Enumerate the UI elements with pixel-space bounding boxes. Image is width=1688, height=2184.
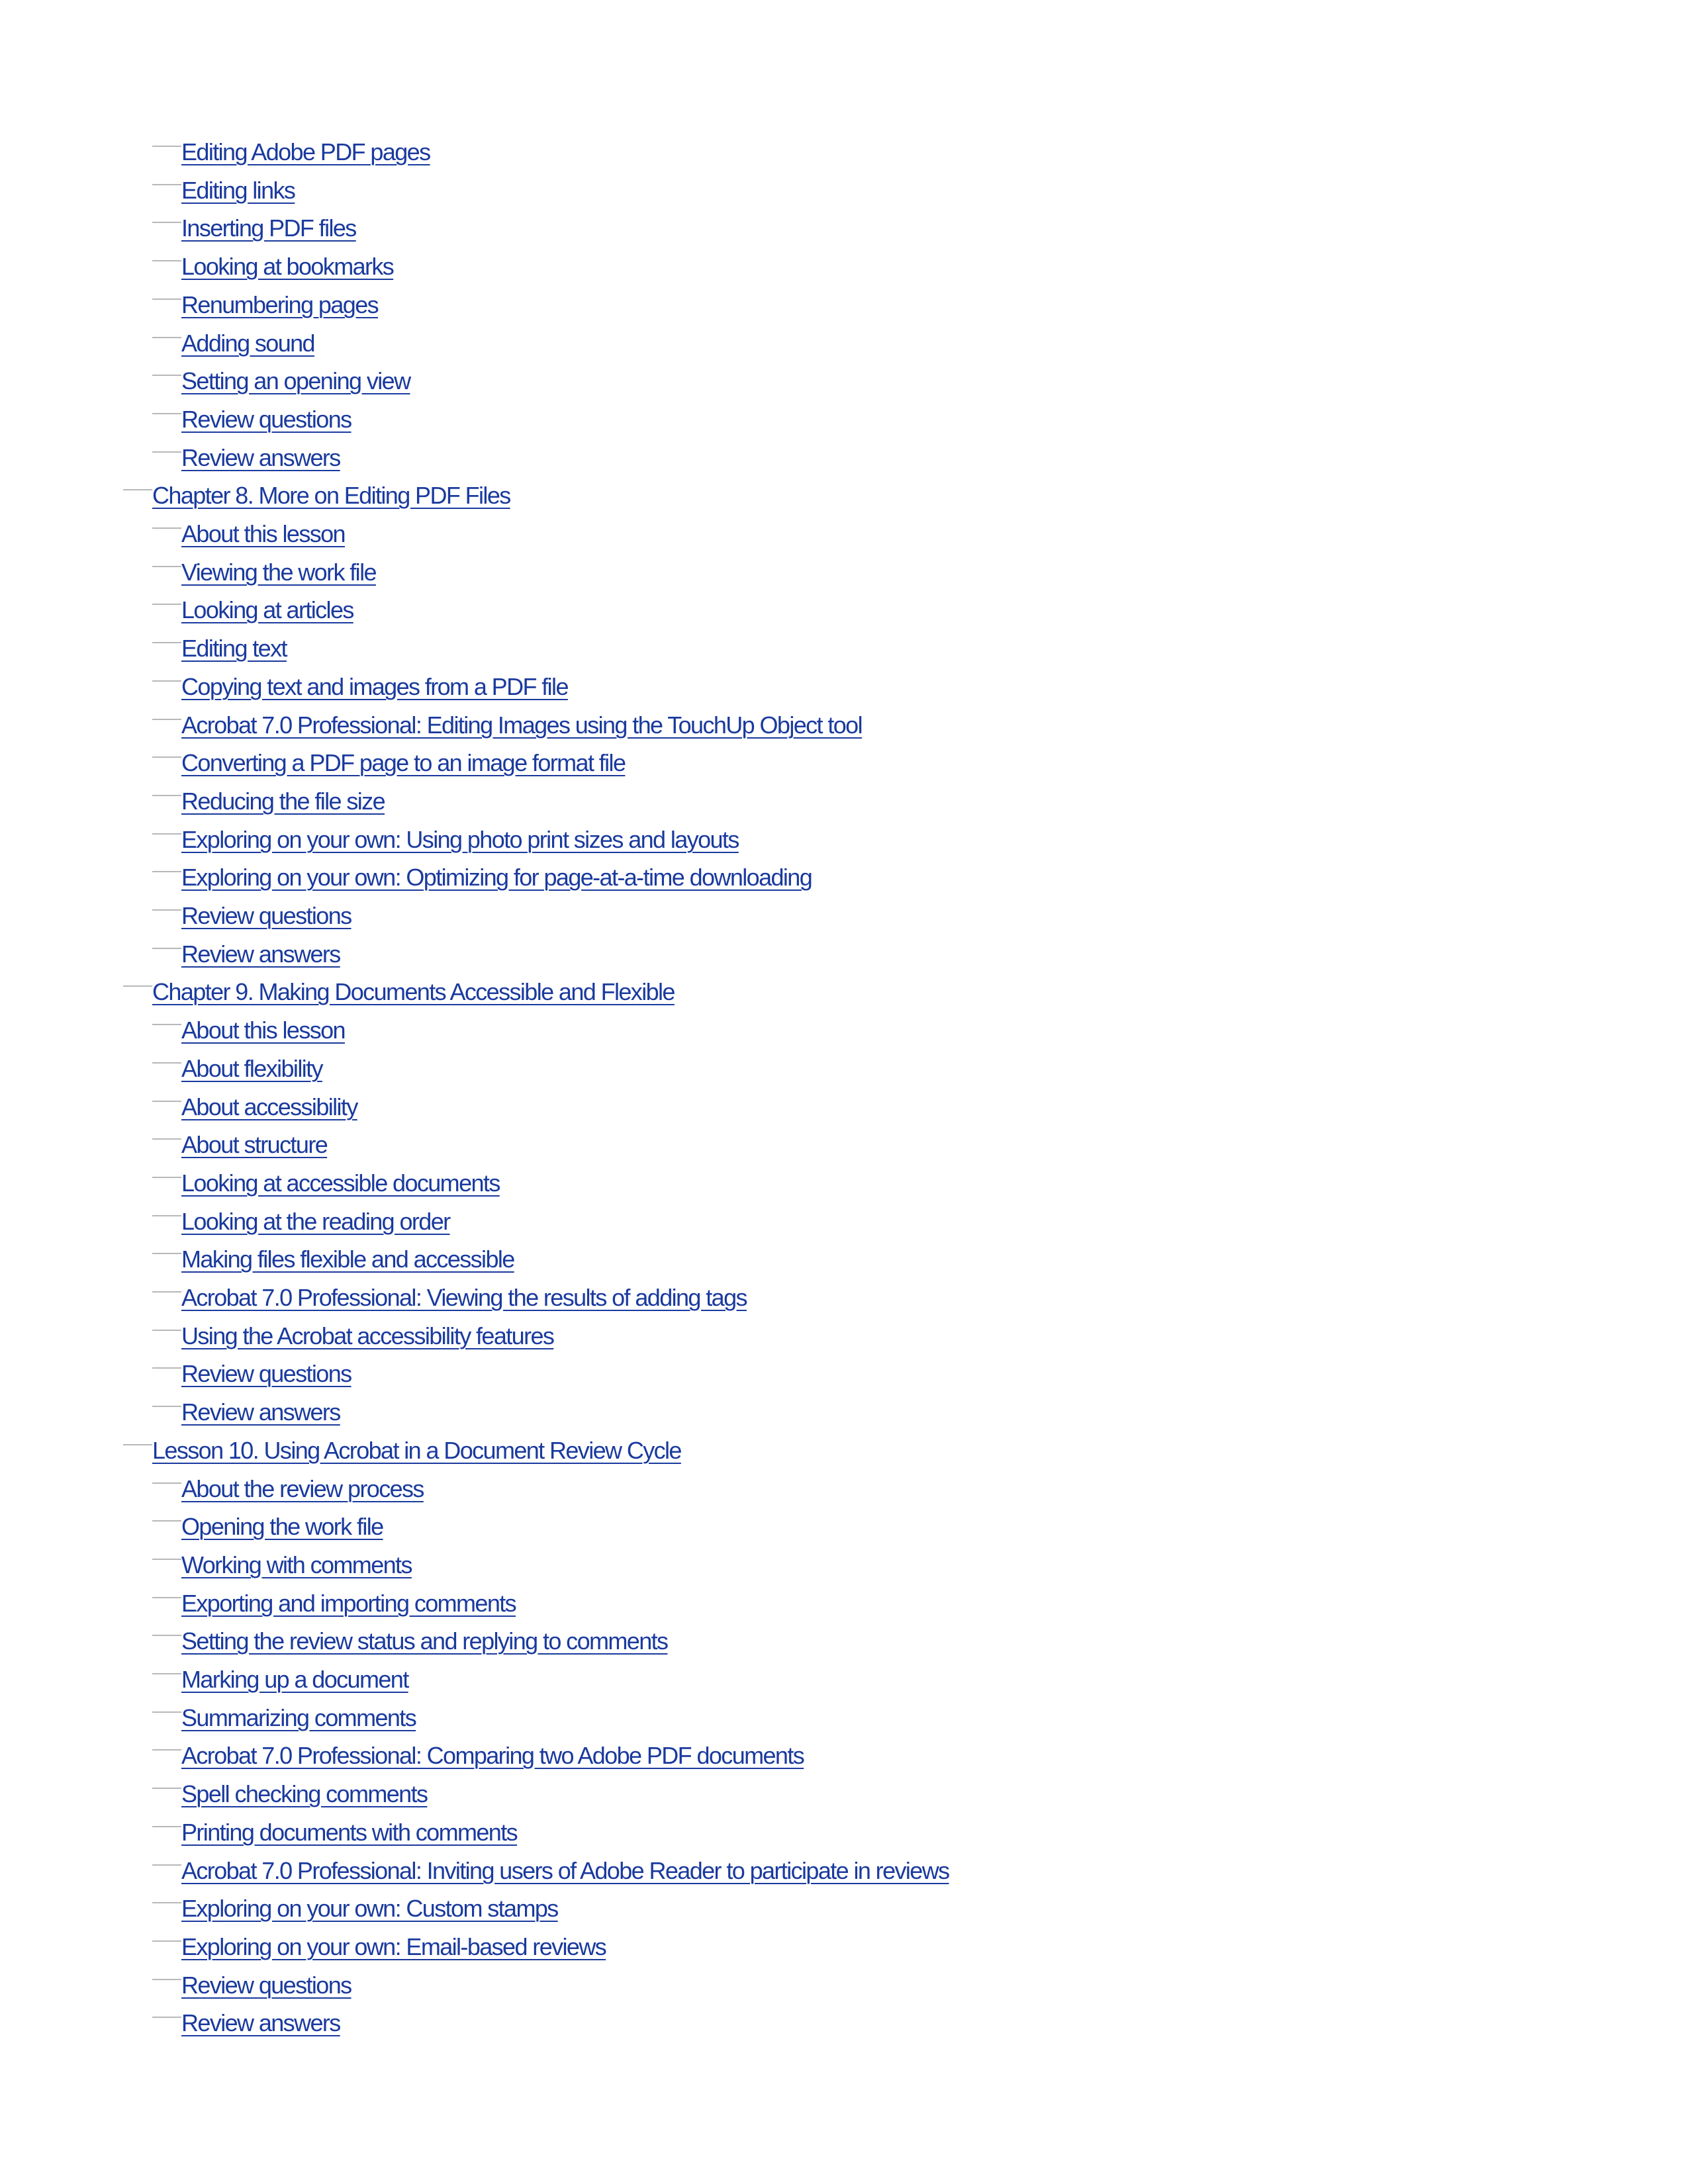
toc-section-entry	[152, 1054, 322, 1093]
toc-section-entry	[152, 901, 352, 940]
tree-connector-line	[152, 909, 181, 911]
toc-section-entry	[152, 1169, 500, 1207]
toc-section-link[interactable]: About this lesson	[181, 1017, 345, 1044]
tree-connector-line	[152, 1024, 181, 1025]
toc-section-link[interactable]: Exploring on your own: Optimizing for page-at-a-time downloading	[181, 864, 812, 891]
toc-section-entry	[152, 863, 812, 901]
tree-connector-line	[152, 604, 181, 605]
toc-section-link[interactable]: Marking up a document	[181, 1666, 408, 1693]
tree-connector-line	[152, 680, 181, 682]
toc-section-link[interactable]: Setting the review status and replying to comments	[181, 1627, 668, 1655]
toc-section-entry	[152, 1933, 606, 1971]
toc-section-link[interactable]: Review questions	[181, 902, 352, 929]
toc-section-link[interactable]: About accessibility	[181, 1093, 357, 1120]
tree-connector-line	[152, 451, 181, 453]
toc-section-entry	[152, 1359, 352, 1398]
tree-connector-line	[152, 642, 181, 643]
tree-connector-line	[152, 1177, 181, 1178]
toc-section-entry	[152, 329, 314, 367]
toc-section-link[interactable]: Adding sound	[181, 330, 314, 357]
tree-connector-line	[152, 1138, 181, 1140]
toc-section-entry	[152, 1971, 352, 2009]
tree-connector-line	[152, 222, 181, 223]
toc-section-entry	[152, 1093, 357, 1131]
toc-section-entry	[152, 672, 568, 711]
toc-section-entry	[152, 1245, 514, 1283]
tree-connector-line	[152, 1559, 181, 1560]
tree-connector-line	[152, 1482, 181, 1484]
toc-section-entry	[152, 138, 430, 176]
toc-section-link[interactable]: About structure	[181, 1131, 328, 1158]
tree-connector-line	[152, 1215, 181, 1216]
toc-section-entry	[152, 214, 356, 252]
toc-section-link[interactable]: Looking at bookmarks	[181, 253, 394, 280]
tree-connector-line	[152, 1940, 181, 1942]
toc-section-link[interactable]: Review questions	[181, 1360, 352, 1387]
tree-connector-line	[152, 146, 181, 147]
toc-section-link[interactable]: Reducing the file size	[181, 788, 385, 815]
toc-section-entry	[152, 176, 295, 214]
tree-connector-line	[152, 1979, 181, 1980]
tree-connector-line	[123, 1444, 152, 1445]
toc-section-link[interactable]: Review answers	[181, 1398, 340, 1426]
toc-section-link[interactable]: Inserting PDF files	[181, 214, 356, 242]
toc-section-link[interactable]: Making files flexible and accessible	[181, 1246, 514, 1273]
toc-section-link[interactable]: Spell checking comments	[181, 1780, 428, 1807]
toc-section-link[interactable]: Working with comments	[181, 1551, 412, 1578]
toc-chapter-entry	[123, 481, 510, 520]
toc-section-entry	[152, 1283, 747, 1322]
tree-connector-line	[152, 1253, 181, 1254]
toc-section-link[interactable]: Exporting and importing comments	[181, 1590, 516, 1617]
tree-connector-line	[152, 833, 181, 835]
tree-connector-line	[152, 1673, 181, 1674]
toc-section-entry	[152, 787, 385, 825]
toc-section-entry	[152, 1894, 558, 1933]
tree-connector-line	[152, 1367, 181, 1369]
tree-connector-line	[152, 375, 181, 376]
tree-connector-line	[152, 1749, 181, 1751]
toc-section-link[interactable]: Exploring on your own: Email-based reviews	[181, 1933, 606, 1960]
toc-section-entry	[152, 1322, 553, 1360]
toc-section-entry	[152, 634, 287, 672]
toc-section-entry	[152, 1475, 424, 1513]
toc-section-entry	[152, 1589, 516, 1627]
toc-section-link[interactable]: Review questions	[181, 1972, 352, 1999]
toc-section-link[interactable]: Opening the work file	[181, 1513, 383, 1540]
toc-section-entry	[152, 520, 345, 558]
toc-section-link[interactable]: Copying text and images from a PDF file	[181, 673, 568, 700]
tree-connector-line	[152, 1826, 181, 1827]
tree-connector-line	[152, 2017, 181, 2018]
toc-section-link[interactable]: About flexibility	[181, 1055, 322, 1082]
toc-section-entry	[152, 596, 353, 634]
toc-section-link[interactable]: Editing Adobe PDF pages	[181, 138, 430, 165]
toc-section-link[interactable]: Printing documents with comments	[181, 1819, 518, 1846]
toc-section-link[interactable]: Summarizing comments	[181, 1704, 416, 1731]
toc-section-link[interactable]: Acrobat 7.0 Professional: Viewing the results of adding tags	[181, 1284, 747, 1311]
toc-section-entry	[152, 1741, 804, 1780]
tree-connector-line	[152, 1635, 181, 1636]
toc-section-entry	[152, 711, 862, 749]
tree-connector-line	[152, 1291, 181, 1293]
toc-section-entry	[152, 749, 625, 787]
toc-section-entry	[152, 1627, 667, 1665]
toc-section-link[interactable]: Using the Acrobat accessibility features	[181, 1322, 554, 1349]
toc-section-entry	[152, 1551, 412, 1589]
toc-section-entry	[152, 1016, 345, 1054]
toc-section-entry	[152, 825, 739, 864]
tree-connector-line	[152, 566, 181, 567]
tree-connector-line	[152, 948, 181, 949]
toc-section-link[interactable]: Looking at the reading order	[181, 1208, 450, 1235]
tree-connector-line	[152, 1902, 181, 1903]
tree-connector-line	[152, 184, 181, 185]
toc-section-link[interactable]: Acrobat 7.0 Professional: Inviting users of Adobe Reader to participate in reviews	[181, 1857, 949, 1884]
toc-section-link[interactable]: About this lesson	[181, 520, 345, 547]
tree-connector-line	[152, 1330, 181, 1331]
toc-section-link[interactable]: Acrobat 7.0 Professional: Comparing two Adobe PDF documents	[181, 1742, 804, 1769]
toc-section-entry	[152, 940, 340, 978]
tree-connector-line	[152, 527, 181, 529]
toc-section-link[interactable]: Review answers	[181, 444, 340, 471]
toc-section-entry	[152, 291, 378, 329]
tree-connector-line	[152, 795, 181, 796]
toc-chapter-link[interactable]: Chapter 8. More on Editing PDF Files	[152, 482, 510, 509]
toc-chapter-entry	[123, 1436, 681, 1475]
tree-connector-line	[152, 260, 181, 261]
toc-section-link[interactable]: Viewing the work file	[181, 559, 376, 586]
tree-connector-line	[152, 1406, 181, 1407]
tree-connector-line	[152, 1101, 181, 1102]
toc-section-link[interactable]: About the review process	[181, 1475, 424, 1502]
toc-section-link[interactable]: Setting an opening view	[181, 367, 410, 394]
toc-section-entry	[152, 443, 340, 482]
toc-section-link[interactable]: Looking at accessible documents	[181, 1169, 500, 1197]
tree-connector-line	[152, 1788, 181, 1789]
tree-connector-line	[152, 1711, 181, 1713]
toc-section-link[interactable]: Review answers	[181, 940, 340, 968]
toc-section-entry	[152, 1207, 450, 1246]
tree-connector-line	[123, 985, 152, 987]
toc-section-entry	[152, 1780, 427, 1818]
tree-connector-line	[152, 871, 181, 872]
toc-section-entry	[152, 1398, 340, 1436]
toc-section-entry	[152, 1130, 327, 1169]
toc-section-link[interactable]: Exploring on your own: Custom stamps	[181, 1895, 558, 1922]
toc-section-entry	[152, 558, 376, 596]
tree-connector-line	[123, 489, 152, 490]
toc-chapter-link[interactable]: Chapter 9. Making Documents Accessible and Flexible	[152, 978, 675, 1005]
toc-section-entry	[152, 1512, 383, 1551]
toc-section-entry	[152, 405, 352, 443]
toc-section-link[interactable]: Review questions	[181, 406, 352, 433]
toc-section-link[interactable]: Editing text	[181, 635, 287, 662]
tree-connector-line	[152, 337, 181, 338]
tree-connector-line	[152, 1520, 181, 1522]
tree-connector-line	[152, 756, 181, 758]
tree-connector-line	[152, 1597, 181, 1598]
toc-section-entry	[152, 252, 393, 291]
tree-connector-line	[152, 298, 181, 300]
tree-connector-line	[152, 719, 181, 720]
toc-section-link[interactable]: Review answers	[181, 2009, 340, 2036]
toc-section-entry	[152, 1665, 408, 1704]
toc-section-entry	[152, 1704, 416, 1742]
toc-section-link[interactable]: Looking at articles	[181, 596, 353, 623]
toc-chapter-link[interactable]: Lesson 10. Using Acrobat in a Document Review Cycle	[152, 1437, 681, 1464]
tree-connector-line	[152, 1062, 181, 1064]
toc-section-link[interactable]: Acrobat 7.0 Professional: Editing Images using the TouchUp Object tool	[181, 711, 862, 739]
toc-section-entry	[152, 1856, 949, 1895]
toc-chapter-entry	[123, 978, 675, 1016]
toc-section-entry	[152, 1818, 517, 1856]
toc-section-link[interactable]: Converting a PDF page to an image format file	[181, 749, 626, 776]
tree-connector-line	[152, 1864, 181, 1866]
toc-section-link[interactable]: Renumbering pages	[181, 291, 379, 318]
tree-connector-line	[152, 413, 181, 414]
toc-section-link[interactable]: Exploring on your own: Using photo print sizes and layouts	[181, 826, 739, 853]
toc-section-entry	[152, 367, 410, 405]
toc-section-link[interactable]: Editing links	[181, 177, 295, 204]
toc-section-entry	[152, 2009, 340, 2047]
